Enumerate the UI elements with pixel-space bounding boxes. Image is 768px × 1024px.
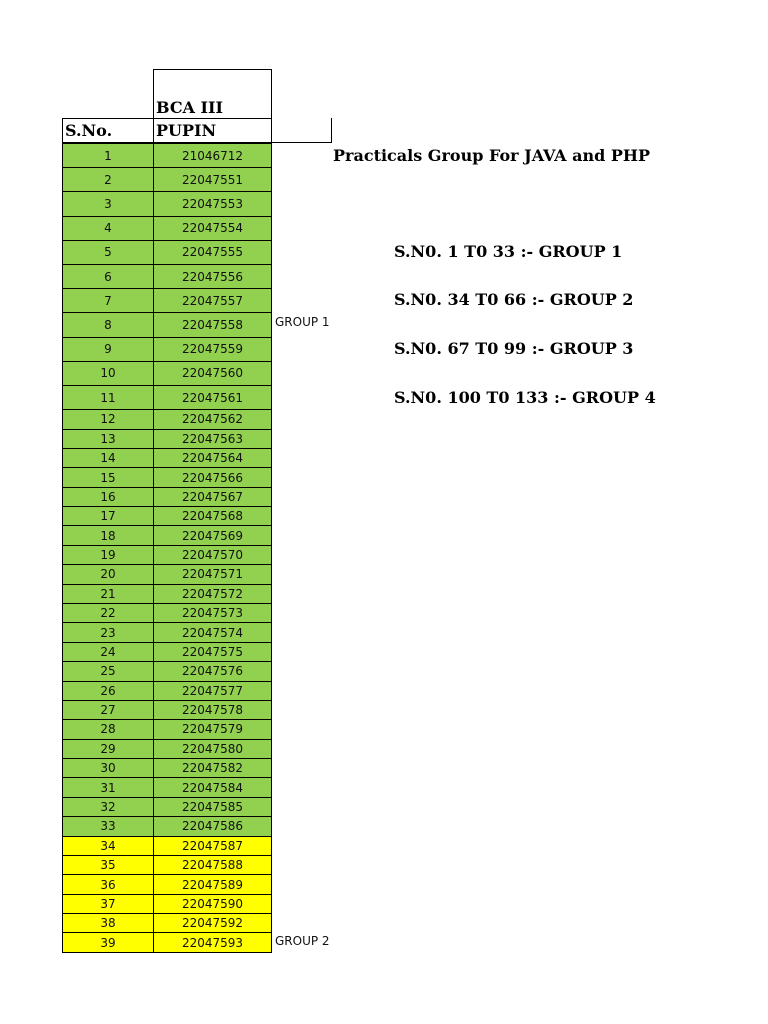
sno-cell: 9 [62,337,154,362]
pupin-cell: 22047561 [153,385,272,410]
sno-cell: 11 [62,385,154,410]
group-rule-1: S.N0. 1 T0 33 :- GROUP 1 [394,242,623,261]
pupin-cell: 22047573 [153,603,272,623]
sno-cell: 36 [62,874,154,894]
sno-cell: 7 [62,288,154,313]
pupin-cell: 22047572 [153,584,272,604]
pupin-cell: 22047568 [153,506,272,526]
sno-cell: 32 [62,797,154,817]
pupin-cell: 22047569 [153,525,272,545]
pupin-cell: 22047553 [153,191,272,216]
sno-header-cell [62,118,154,143]
sno-cell: 15 [62,467,154,487]
sno-cell: 25 [62,661,154,681]
pupin-cell: 22047593 [153,932,272,952]
pupin-header-label: PUPIN [156,121,217,140]
sno-cell: 28 [62,719,154,739]
sno-cell: 27 [62,700,154,720]
practicals-title: Practicals Group For JAVA and PHP [333,146,651,165]
program-label: BCA III [156,98,223,117]
pupin-cell: 22047590 [153,894,272,914]
sno-cell: 5 [62,240,154,265]
group-rule-4: S.N0. 100 T0 133 :- GROUP 4 [394,388,656,407]
sno-cell: 18 [62,525,154,545]
pupin-cell: 22047580 [153,739,272,759]
sno-cell: 1 [62,143,154,168]
pupin-cell: 22047585 [153,797,272,817]
sno-cell: 3 [62,191,154,216]
pupin-cell: 22047554 [153,216,272,241]
pupin-cell: 22047582 [153,758,272,778]
sno-cell: 23 [62,622,154,642]
sno-cell: 35 [62,855,154,875]
pupin-cell: 22047566 [153,467,272,487]
group1-side-label: GROUP 1 [275,315,330,329]
sno-cell: 34 [62,836,154,856]
sno-cell: 33 [62,816,154,836]
sno-cell: 29 [62,739,154,759]
pupin-cell: 22047559 [153,337,272,362]
pupin-cell: 22047558 [153,312,272,337]
pupin-cell: 22047578 [153,700,272,720]
pupin-cell: 22047587 [153,836,272,856]
pupin-cell: 22047584 [153,777,272,797]
pupin-cell: 22047592 [153,913,272,933]
sno-cell: 13 [62,429,154,449]
pupin-cell: 22047575 [153,642,272,662]
sno-cell: 38 [62,913,154,933]
pupin-header-cell [153,118,272,143]
sno-cell: 26 [62,681,154,701]
pupin-cell: 22047586 [153,816,272,836]
pupin-cell: 22047570 [153,545,272,565]
sno-cell: 30 [62,758,154,778]
sno-cell: 22 [62,603,154,623]
group-rule-3: S.N0. 67 T0 99 :- GROUP 3 [394,339,634,358]
sno-header-label: S.No. [65,121,113,140]
sno-cell: 14 [62,448,154,468]
pupin-cell: 22047556 [153,264,272,289]
pupin-cell: 22047588 [153,855,272,875]
sno-cell: 10 [62,361,154,386]
program-header-cell [153,69,272,119]
sno-cell: 24 [62,642,154,662]
extra-header-cell [271,118,332,143]
pupin-cell: 22047574 [153,622,272,642]
sno-cell: 37 [62,894,154,914]
sno-cell: 21 [62,584,154,604]
pupin-cell: 22047577 [153,681,272,701]
sno-cell: 16 [62,487,154,507]
pupin-cell: 22047576 [153,661,272,681]
sno-cell: 12 [62,409,154,429]
pupin-cell: 22047557 [153,288,272,313]
sno-cell: 2 [62,167,154,192]
pupin-cell: 22047589 [153,874,272,894]
sno-cell: 19 [62,545,154,565]
pupin-cell: 22047563 [153,429,272,449]
sno-cell: 8 [62,312,154,337]
sno-cell: 17 [62,506,154,526]
sno-cell: 20 [62,564,154,584]
sno-cell: 31 [62,777,154,797]
sno-cell: 4 [62,216,154,241]
pupin-cell: 22047551 [153,167,272,192]
sno-cell: 6 [62,264,154,289]
group-rule-2: S.N0. 34 T0 66 :- GROUP 2 [394,290,634,309]
pupin-cell: 22047555 [153,240,272,265]
pupin-cell: 22047579 [153,719,272,739]
sno-cell: 39 [62,932,154,952]
pupin-cell: 22047571 [153,564,272,584]
pupin-cell: 22047560 [153,361,272,386]
pupin-cell: 22047564 [153,448,272,468]
pupin-cell: 21046712 [153,143,272,168]
pupin-cell: 22047562 [153,409,272,429]
pupin-cell: 22047567 [153,487,272,507]
group2-side-label: GROUP 2 [275,934,330,948]
